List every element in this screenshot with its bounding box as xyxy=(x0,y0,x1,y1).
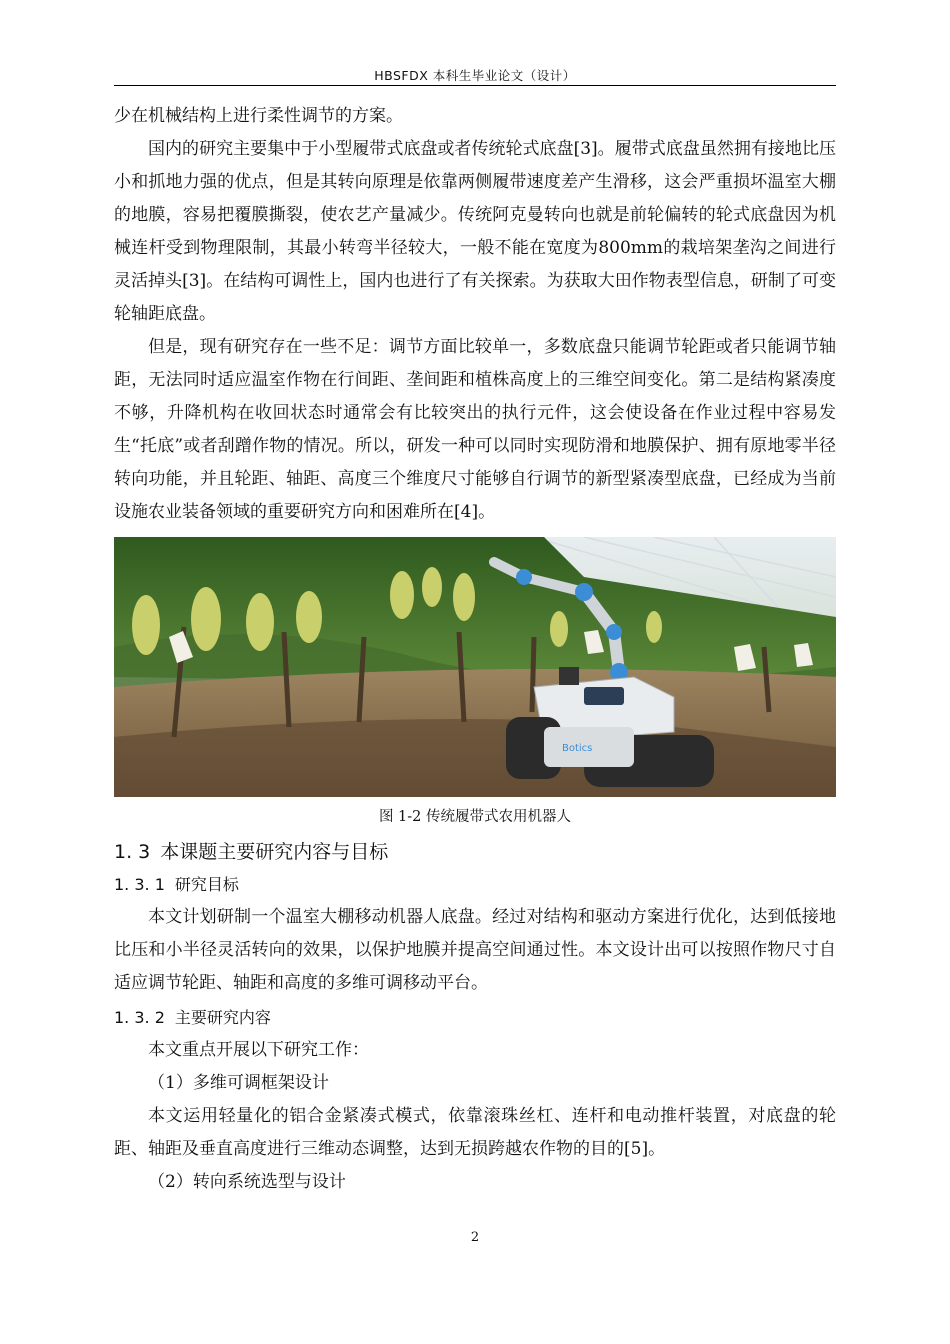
paragraph-continued: 少在机械结构上进行柔性调节的方案。 xyxy=(114,106,403,126)
list-item-1: （1）多维可调框架设计 xyxy=(148,1073,329,1093)
subsection-heading-1-3-2 xyxy=(114,1004,836,1032)
subsection-heading-1-3-1 xyxy=(114,871,836,899)
robot-photo-illustration xyxy=(114,537,836,797)
paragraph-frame-design: 本文运用轻量化的铝合金紧凑式模式，依靠滚珠丝杠、连杆和电动推杆装置，对底盘的轮距、轴距及垂直高度进行三维动态调整，达到无损跨越农作物的目的[5]。 xyxy=(114,1106,836,1159)
subsection-title: 主要研究内容 xyxy=(174,1008,271,1027)
control-panel xyxy=(584,687,624,705)
header-rule xyxy=(114,85,836,86)
page-body xyxy=(114,100,836,1199)
figure-tracked-robot xyxy=(114,537,836,797)
running-header: HBSFDX 本科生毕业论文（设计） xyxy=(374,68,576,83)
lidar-sensor xyxy=(559,667,579,685)
section-heading-1-3 xyxy=(114,837,836,867)
section-title: 本课题主要研究内容与目标 xyxy=(160,841,389,863)
paragraph-domestic-research: 国内的研究主要集中于小型履带式底盘或者传统轮式底盘[3]。履带式底盘虽然拥有接地比压小和抓地力强的优点，但是其转向原理是依靠两侧履带速度差产生滑移，这会严重损坏温室大棚的地膜，容易把覆膜撕裂，使农艺产量减少。传统阿克曼转向也就是前轮偏转的轮式底盘因为机械连杆受到物理限制，其最小转弯半径较大，一般不能在宽度为800mm的栽培架垄沟之间进行灵活掉头[3]。在结构可调性上，国内也进行了有关探索。为获取大田作物表型信息，研制了可变轮轴距底盘。 xyxy=(114,139,836,324)
subsection-number: 1. 3. 2 xyxy=(114,1008,165,1027)
paragraph-research-goal: 本文计划研制一个温室大棚移动机器人底盘。经过对结构和驱动方案进行优化，达到低接地比压和小半径灵活转向的效果，以保护地膜并提高空间通过性。本文设计出可以按照作物尺寸自适应调节轮距、轴距和高度的多维可调移动平台。 xyxy=(114,907,836,993)
subsection-title: 研究目标 xyxy=(174,875,239,894)
paragraph-shortcomings: 但是，现有研究存在一些不足：调节方面比较单一，多数底盘只能调节轮距或者只能调节轴距，无法同时适应温室作物在行间距、垄间距和植株高度上的三维空间变化。第二是结构紧凑度不够，升降机构在收回状态时通常会有比较突出的执行元件，这会使设备在作业过程中容易发生“托底”或者刮蹭作物的情况。所以，研发一种可以同时实现防滑和地膜保护、拥有原地零半径转向功能，并且轮距、轴距、高度三个维度尺寸能够自行调节的新型紧凑型底盘，已经成为当前设施农业装备领域的重要研究方向和困难所在[4]。 xyxy=(114,337,836,522)
list-item-2: （2）转向系统选型与设计 xyxy=(148,1172,346,1192)
robot-brand-label: Botics xyxy=(562,743,593,754)
paragraph-research-intro: 本文重点开展以下研究工作： xyxy=(148,1040,369,1060)
section-number: 1. 3 xyxy=(114,841,151,863)
figure-caption: 图 1-2 传统履带式农用机器人 xyxy=(378,809,572,825)
page-number: 2 xyxy=(470,1230,480,1245)
subsection-number: 1. 3. 1 xyxy=(114,875,165,894)
